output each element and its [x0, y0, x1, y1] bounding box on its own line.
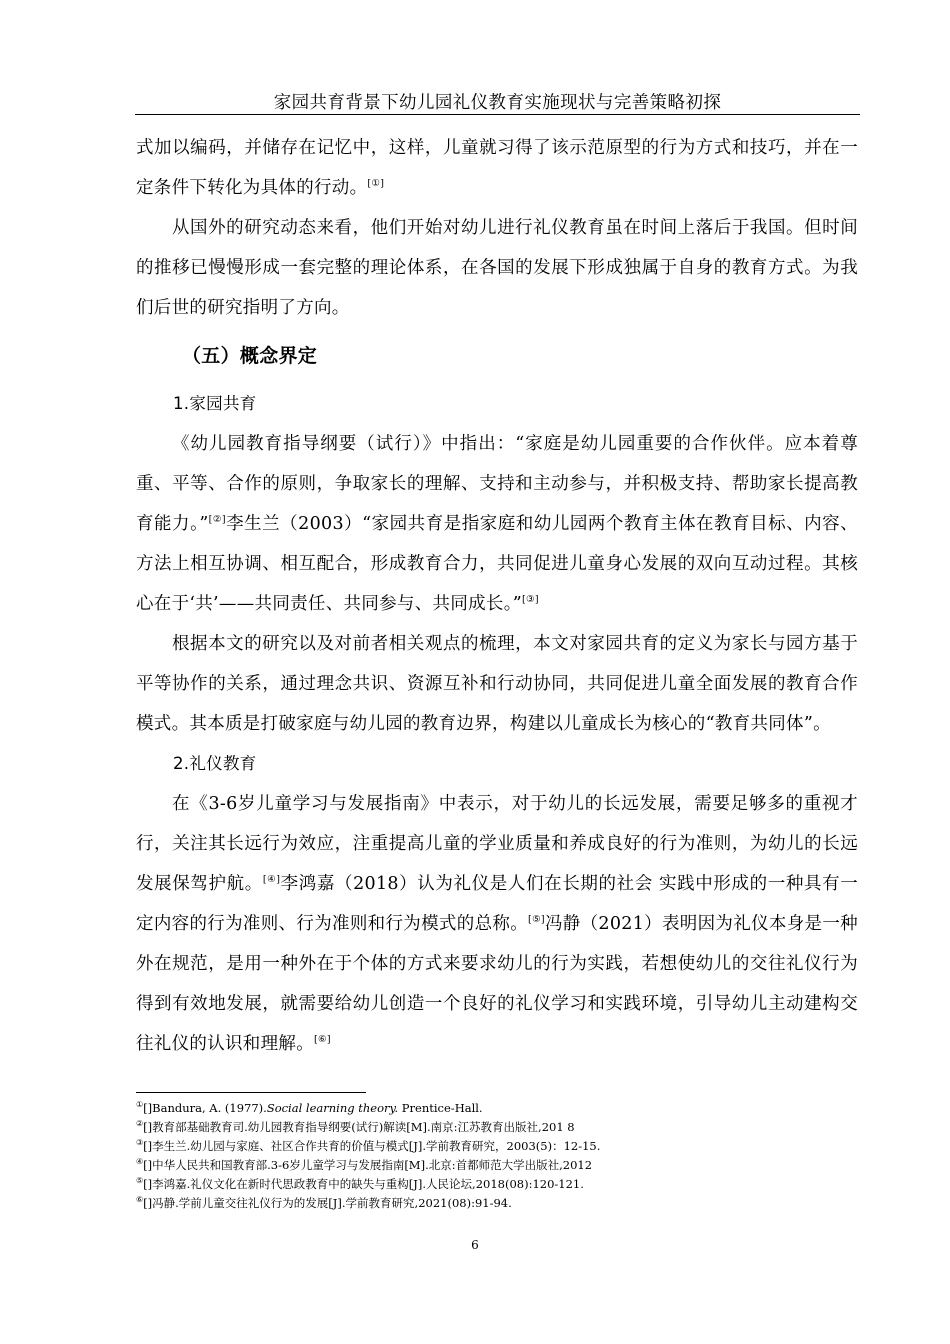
paragraph-5 — [136, 784, 858, 1064]
citation-ref[interactable]: [⑤] — [528, 914, 545, 925]
footnote-3 — [136, 1137, 858, 1156]
paragraph-1 — [136, 128, 858, 208]
citation-ref[interactable]: [②] — [208, 514, 226, 525]
footnote-text: []冯静.学前儿童交往礼仪行为的发展[J].学前教育研究,2021(08):91-94. — [143, 1196, 512, 1210]
paragraph-text: 《幼儿园教育指导纲要（试行）》中指出：“家庭是幼儿园重要的合作伙伴。应本着尊重、平等、合作的原则，争取家长的理解、支持和主动参与，并积极支持、帮助家长提高教育能力。” — [136, 434, 858, 534]
footnote-mark: ① — [136, 1100, 144, 1109]
subsection-heading-2: 2.礼仪教育 — [173, 754, 257, 773]
subsection-heading-1: 1.家园共育 — [173, 394, 257, 413]
footnote-text: Prentice-Hall. — [398, 1101, 483, 1115]
footnote-mark: ② — [136, 1119, 144, 1128]
paragraph-4: 根据本文的研究以及对前者相关观点的梳理，本文对家园共育的定义为家长与园方基于平等协作的关系，通过理念共识、资源互补和行动协同，共同促进儿童全面发展的教育合作模式。其本质是打破家庭与幼儿园的教育边界，构建以儿童成长为核心的“教育共同体”。 — [136, 634, 858, 734]
citation-ref[interactable]: [③] — [522, 594, 539, 605]
paragraph-text: 李鸿嘉（2018）认为礼仪是人们在长期的社会 实践中形成的一种具有一定内容的行为准则、行为准则和行为模式的总称。 — [136, 874, 858, 934]
footnote-title: Social learning theory. — [266, 1101, 399, 1115]
footnote-6 — [136, 1194, 858, 1213]
footnote-5 — [136, 1175, 858, 1194]
footnote-text: []Bandura, A. (1977). — [143, 1101, 267, 1115]
footnote-2 — [136, 1118, 858, 1137]
footnotes — [136, 1099, 858, 1213]
section-heading: （五）概念界定 — [182, 345, 318, 367]
footnote-mark: ⑤ — [136, 1176, 144, 1185]
footnote-text: []李鸿嘉.礼仪文化在新时代思政教育中的缺失与重构[J].人民论坛,2018(08):120-121. — [143, 1177, 584, 1191]
running-header: 家园共育背景下幼儿园礼仪教育实施现状与完善策略初探 — [273, 93, 722, 113]
footnote-divider — [136, 1092, 366, 1093]
footnote-mark: ⑥ — [136, 1195, 144, 1204]
footnote-text: []李生兰.幼儿园与家庭、社区合作共育的价值与模式[J].学前教育研究，2003(5)：12-15. — [143, 1139, 601, 1153]
paragraph-text: 在《3-6岁儿童学习与发展指南》中表示，对于幼儿的长远发展，需要足够多的重视才行，关注其长远行为效应，注重提高儿童的学业质量和养成良好的行为准则，为幼儿的长远发展保驾护航。 — [136, 794, 858, 894]
citation-ref[interactable]: [④] — [262, 874, 281, 885]
page-number: 6 — [471, 1238, 479, 1252]
main-body — [136, 128, 858, 1064]
footnote-mark: ④ — [136, 1157, 144, 1166]
citation-ref[interactable]: [⑥] — [314, 1034, 331, 1045]
paragraph-3 — [136, 424, 858, 624]
paragraph-text: 李生兰（2003）“家园共育是指家庭和幼儿园两个教育主体在教育目标、内容、方法上相互协调、相互配合，形成教育合力，共同促进儿童身心发展的双向互动过程。其核心在于‘共’——共同责任、共同参与、共同成长。” — [136, 514, 858, 614]
paragraph-2: 从国外的研究动态来看，他们开始对幼儿进行礼仪教育虽在时间上落后于我国。但时间的推移已慢慢形成一套完整的理论体系，在各国的发展下形成独属于自身的教育方式。为我们后世的研究指明了方向。 — [136, 218, 858, 318]
header-divider — [135, 114, 860, 115]
footnote-text: []中华人民共和国教育部.3-6岁儿童学习与发展指南[M].北京:首都师范大学出版社,2012 — [143, 1158, 593, 1172]
footnote-text: []教育部基础教育司.幼儿园教育指导纲要(试行)解读[M].南京:江苏教育出版社,201 8 — [143, 1120, 575, 1134]
paragraph-text: 式加以编码，并储存在记忆中，这样，儿童就习得了该示范原型的行为方式和技巧，并在一定条件下转化为具体的行动。 — [136, 138, 858, 198]
citation-ref[interactable]: [①] — [367, 178, 385, 189]
footnote-mark: ③ — [136, 1138, 144, 1147]
footnote-1 — [136, 1099, 858, 1118]
paragraph-text: 冯静（2021）表明因为礼仪本身是一种外在规范，是用一种外在于个体的方式来要求幼儿的行为实践，若想使幼儿的交往礼仪行为得到有效地发展，就需要给幼儿创造一个良好的礼仪学习和实践环境，引导幼儿主动建构交往礼仪的认识和理解。 — [136, 914, 858, 1054]
footnote-4 — [136, 1156, 858, 1175]
